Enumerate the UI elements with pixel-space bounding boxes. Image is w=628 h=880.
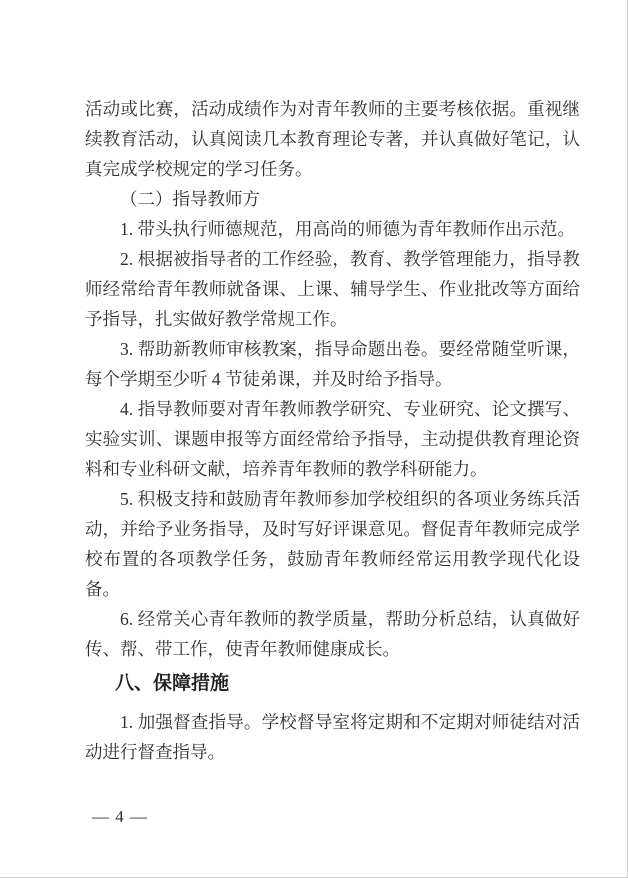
document-body (85, 94, 580, 767)
safeguard-item-1: 1. 加强督查指导。学校督导室将定期和不定期对师徒结对活动进行督查指导。 (85, 712, 580, 762)
mentor-item-4: 4. 指导教师要对青年教师教学研究、专业研究、论文撰写、实验实训、课题申报等方面经常给予指导，主动提供教育理论资料和专业科研文献，培养青年教师的教学科研能力。 (85, 399, 580, 479)
mentor-item-5: 5. 积极支持和鼓励青年教师参加学校组织的各项业务练兵活动，并给予业务指导，及时写好评课意见。督促青年教师完成学校布置的各项教学任务，鼓励青年教师经常运用教学现代化设备。 (85, 489, 580, 599)
section-heading-safeguard-measures: 八、保障措施 (115, 673, 230, 694)
subheading-mentor-teacher-side: （二）指导教师方 (120, 189, 260, 209)
mentor-item-6: 6. 经常关心青年教师的教学质量，帮助分析总结，认真做好传、帮、带工作，使青年教师健康成长。 (85, 609, 580, 659)
paragraph-continuation: 活动或比赛，活动成绩作为对青年教师的主要考核依据。重视继续教育活动，认真阅读几本教育理论专著，并认真做好笔记，认真完成学校规定的学习任务。 (85, 99, 580, 179)
page-number: — 4 — (92, 807, 148, 826)
mentor-item-1: 1. 带头执行师德规范，用高尚的师德为青年教师作出示范。 (120, 219, 575, 239)
mentor-item-3: 3. 帮助新教师审核教案，指导命题出卷。要经常随堂听课，每个学期至少听 4 节徒弟课，并及时给予指导。 (85, 339, 580, 389)
mentor-item-2: 2. 根据被指导者的工作经验，教育、教学管理能力，指导教师经常给青年教师就备课、上课、辅导学生、作业批改等方面给予指导，扎实做好教学常规工作。 (85, 249, 580, 329)
